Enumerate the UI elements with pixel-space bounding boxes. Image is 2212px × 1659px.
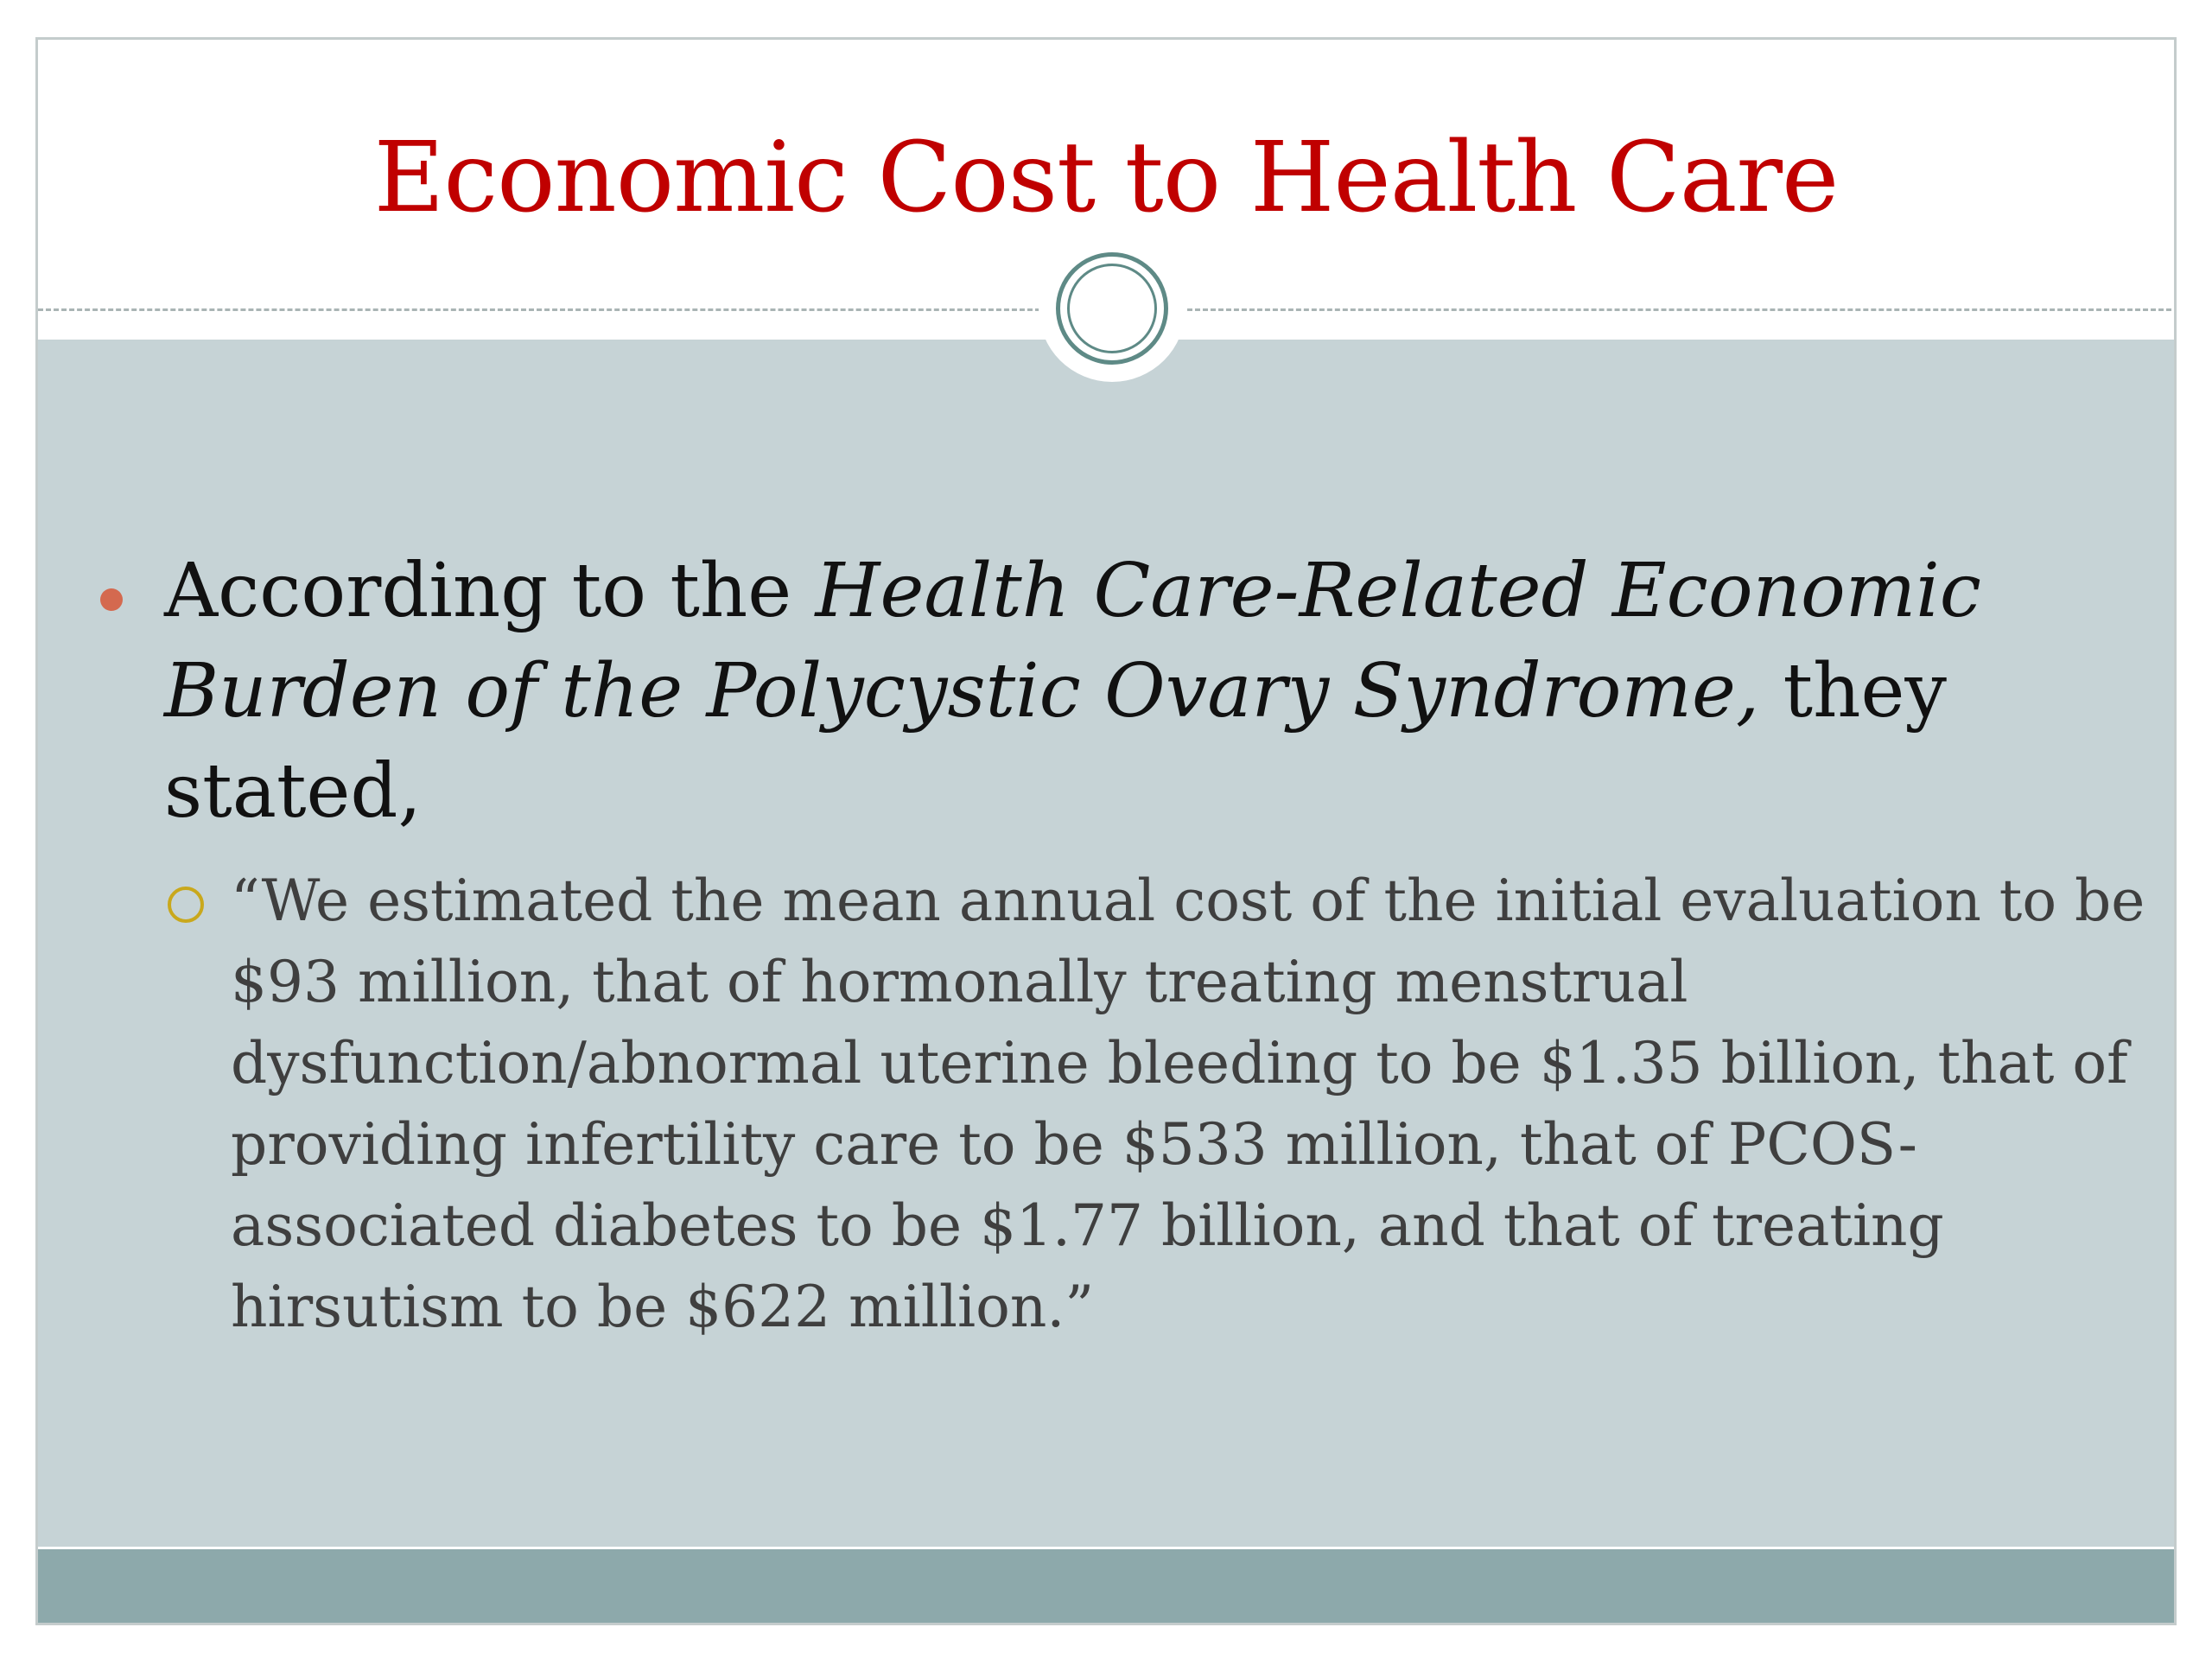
slide: [35, 37, 2177, 1625]
sub-bullet-circle-icon: [168, 887, 204, 923]
title-divider-right: [1187, 308, 2177, 311]
bullet-outro-text: they stated,: [164, 648, 1947, 835]
title-divider-left: [38, 308, 1040, 311]
bullet-dot-icon: [100, 588, 123, 611]
bullet-text-level-1: [164, 541, 2100, 842]
circle-ornament-inner-ring: [1067, 264, 1157, 353]
bullet-intro-text: According to the: [164, 548, 816, 634]
slide-title: Economic Cost to Health Care: [373, 122, 1839, 234]
footer-band: [38, 1549, 2174, 1625]
source-title: Health Care-Related Economic Burden of the Polycystic Ovary Syndrome,: [164, 548, 1981, 734]
quote-text-level-2: “We estimated the mean annual cost of the initial evaluation to be $93 million, that of hormonally treating menstrual dysfunction/abnormal uterine bleeding to be $1.35 billion, that of providing infertility care to be $533 million, that of PCOS-associated diabetes to be $1.77 billion, and that of treating hirsutism to be $622 million.”: [231, 868, 2145, 1340]
circle-ornament-icon: [1056, 252, 1168, 365]
